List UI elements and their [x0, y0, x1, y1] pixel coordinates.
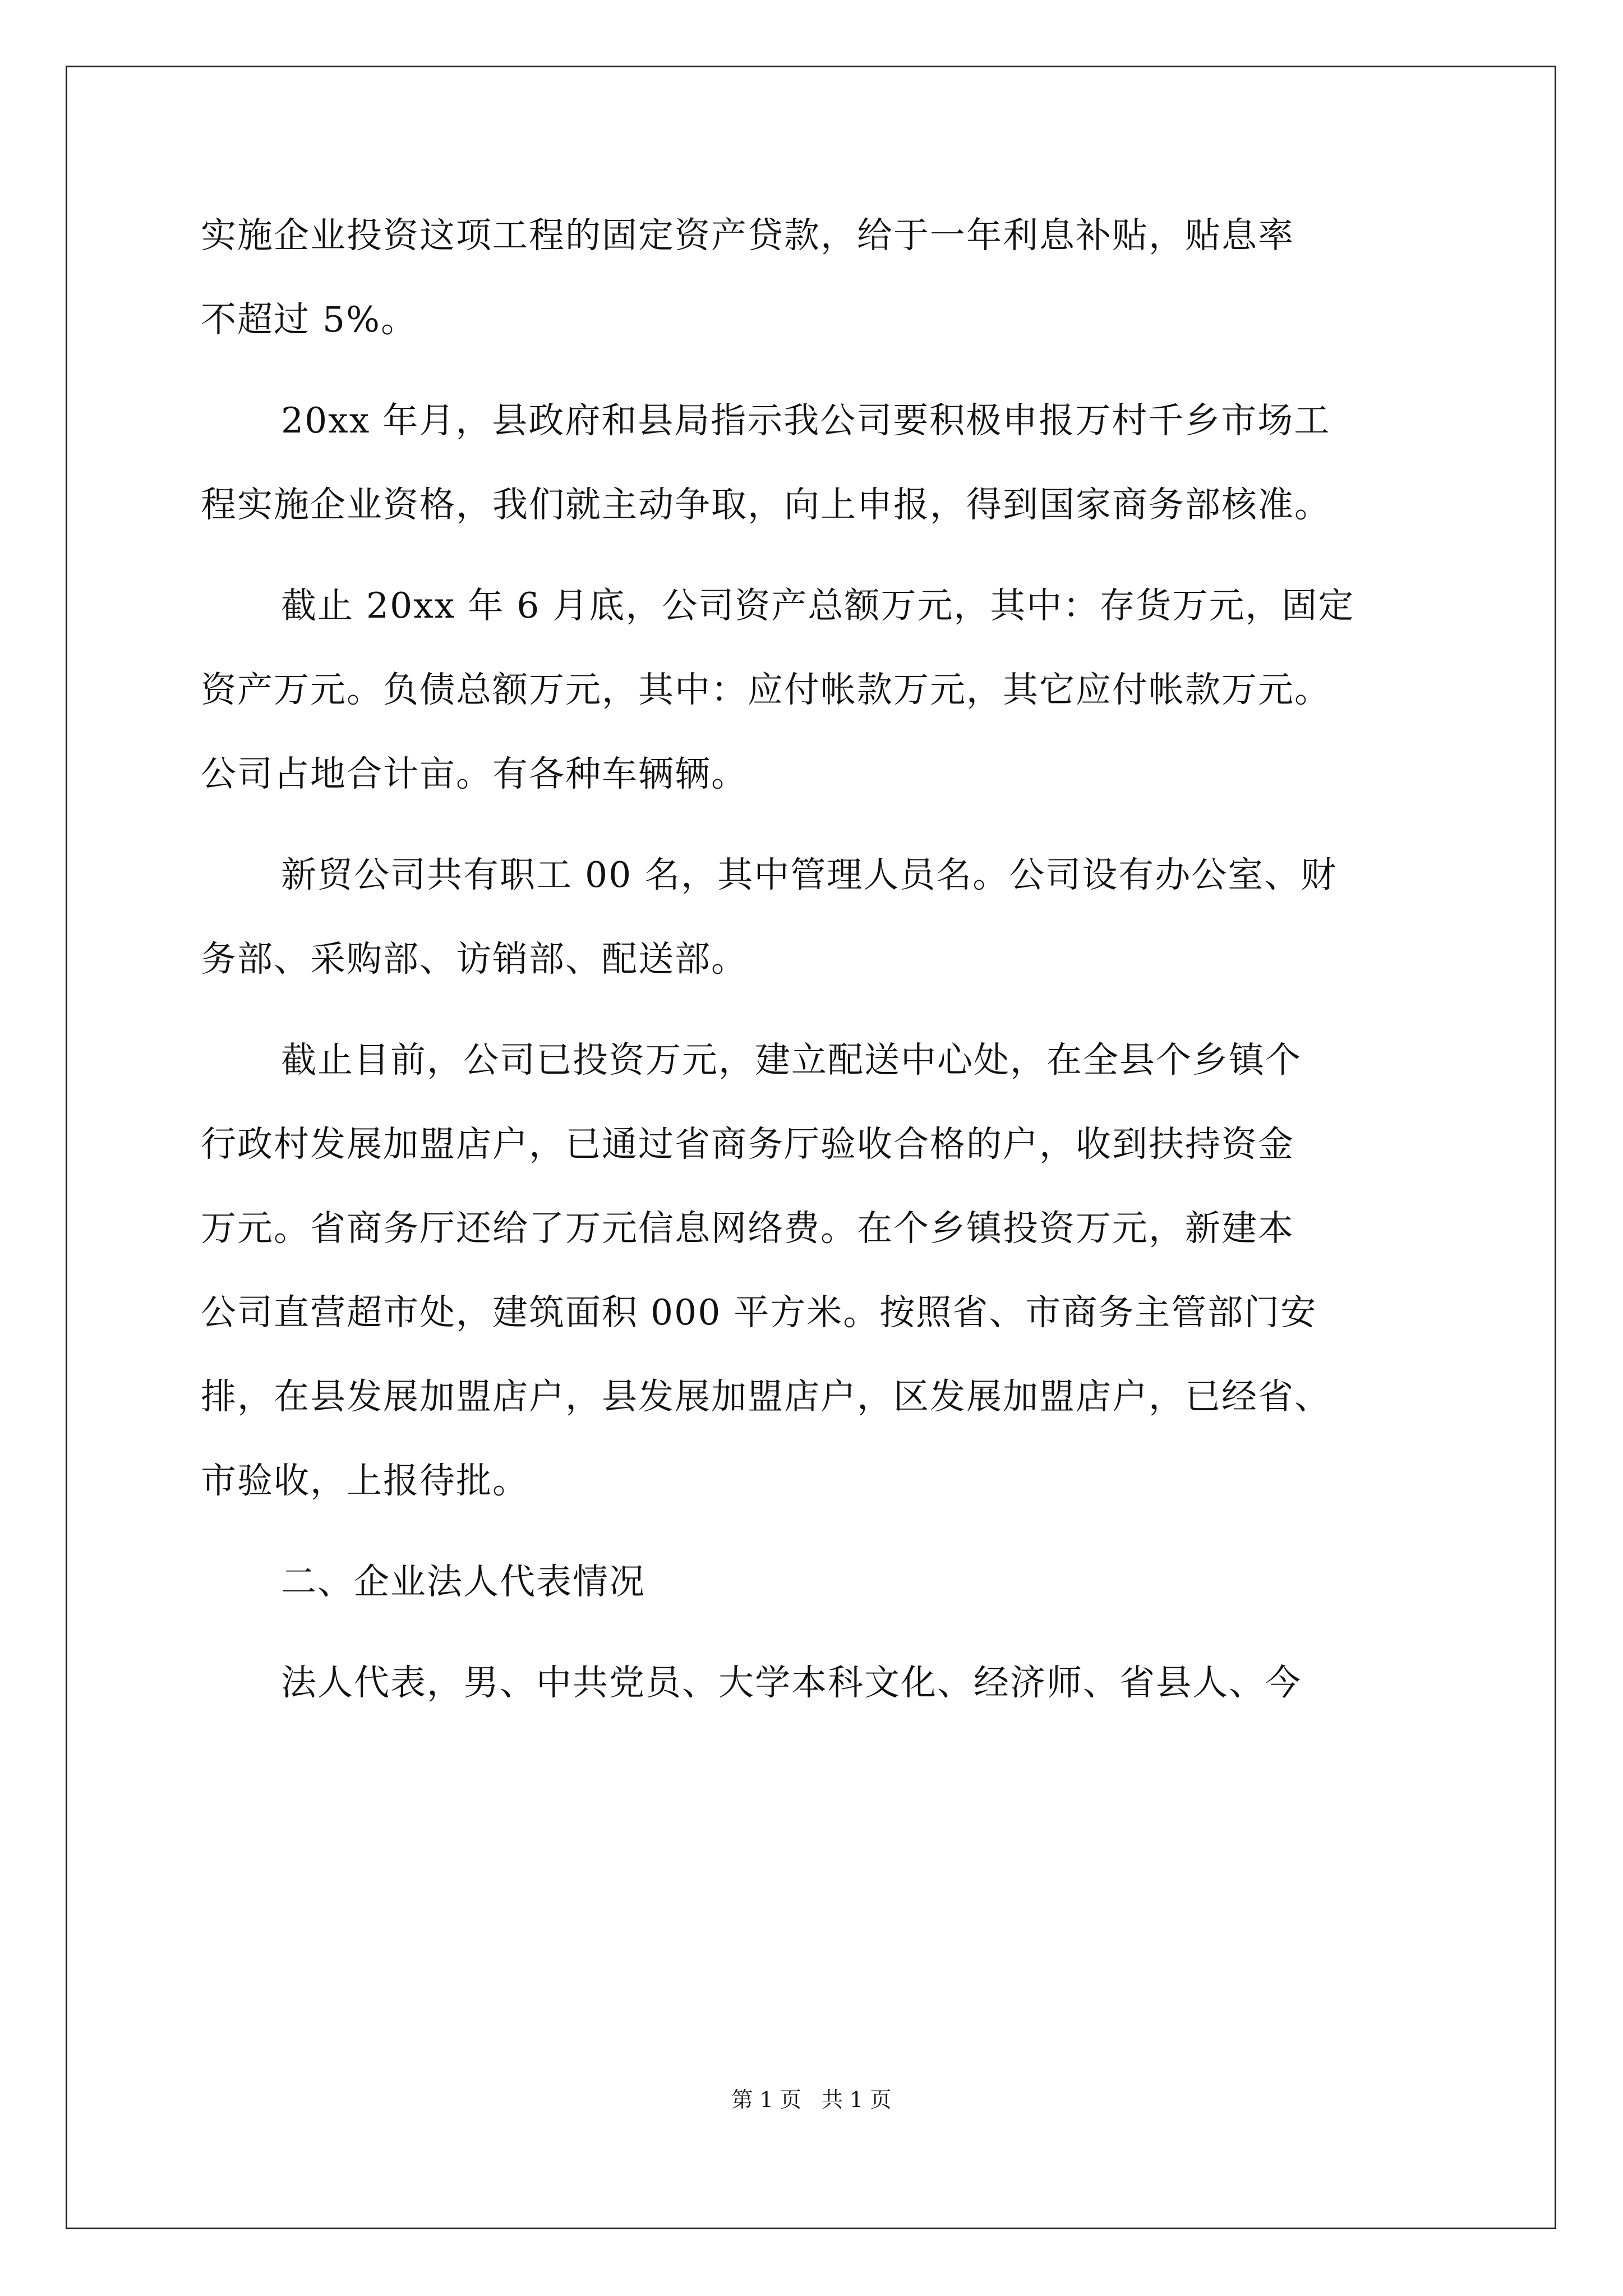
page-number-footer: 第 1 页 共 1 页 [731, 2087, 892, 2112]
text-line: 务部、采购部、访销部、配送部。 [201, 938, 748, 979]
text-line: 万元。省商务厅还给了万元信息网络费。在个乡镇投资万元，新建本 [201, 1208, 1294, 1249]
text-line: 法人代表，男、中共党员、大学本科文化、经济师、省县人、今 [281, 1662, 1302, 1703]
text-line: 程实施企业资格，我们就主动争取，向上申报，得到国家商务部核准。 [201, 484, 1331, 525]
text-line: 排，在县发展加盟店户，县发展加盟店户，区发展加盟店户，已经省、 [201, 1376, 1331, 1417]
text-line: 公司直营超市处，建筑面积 000 平方米。按照省、市商务主管部门安 [201, 1292, 1317, 1333]
section-heading: 二、企业法人代表情况 [281, 1561, 645, 1602]
text-line: 公司占地合计亩。有各种车辆辆。 [201, 753, 748, 794]
text-line: 新贸公司共有职工 00 名，其中管理人员名。公司设有办公室、财 [281, 854, 1338, 895]
text-line: 20xx 年月，县政府和县局指示我公司要积极申报万村千乡市场工 [281, 400, 1331, 441]
text-line: 资产万元。负债总额万元，其中：应付帐款万元，其它应付帐款万元。 [201, 669, 1331, 710]
text-line: 市验收，上报待批。 [201, 1460, 529, 1501]
text-line: 不超过 5%。 [201, 299, 417, 340]
text-line: 实施企业投资这项工程的固定资产贷款，给于一年利息补贴，贴息率 [201, 215, 1294, 256]
text-line: 截止 20xx 年 6 月底，公司资产总额万元，其中：存货万元，固定 [281, 585, 1355, 626]
text-line: 行政村发展加盟店户，已通过省商务厅验收合格的户，收到扶持资金 [201, 1124, 1294, 1165]
text-line: 截止目前，公司已投资万元，建立配送中心处，在全县个乡镇个 [281, 1039, 1302, 1080]
